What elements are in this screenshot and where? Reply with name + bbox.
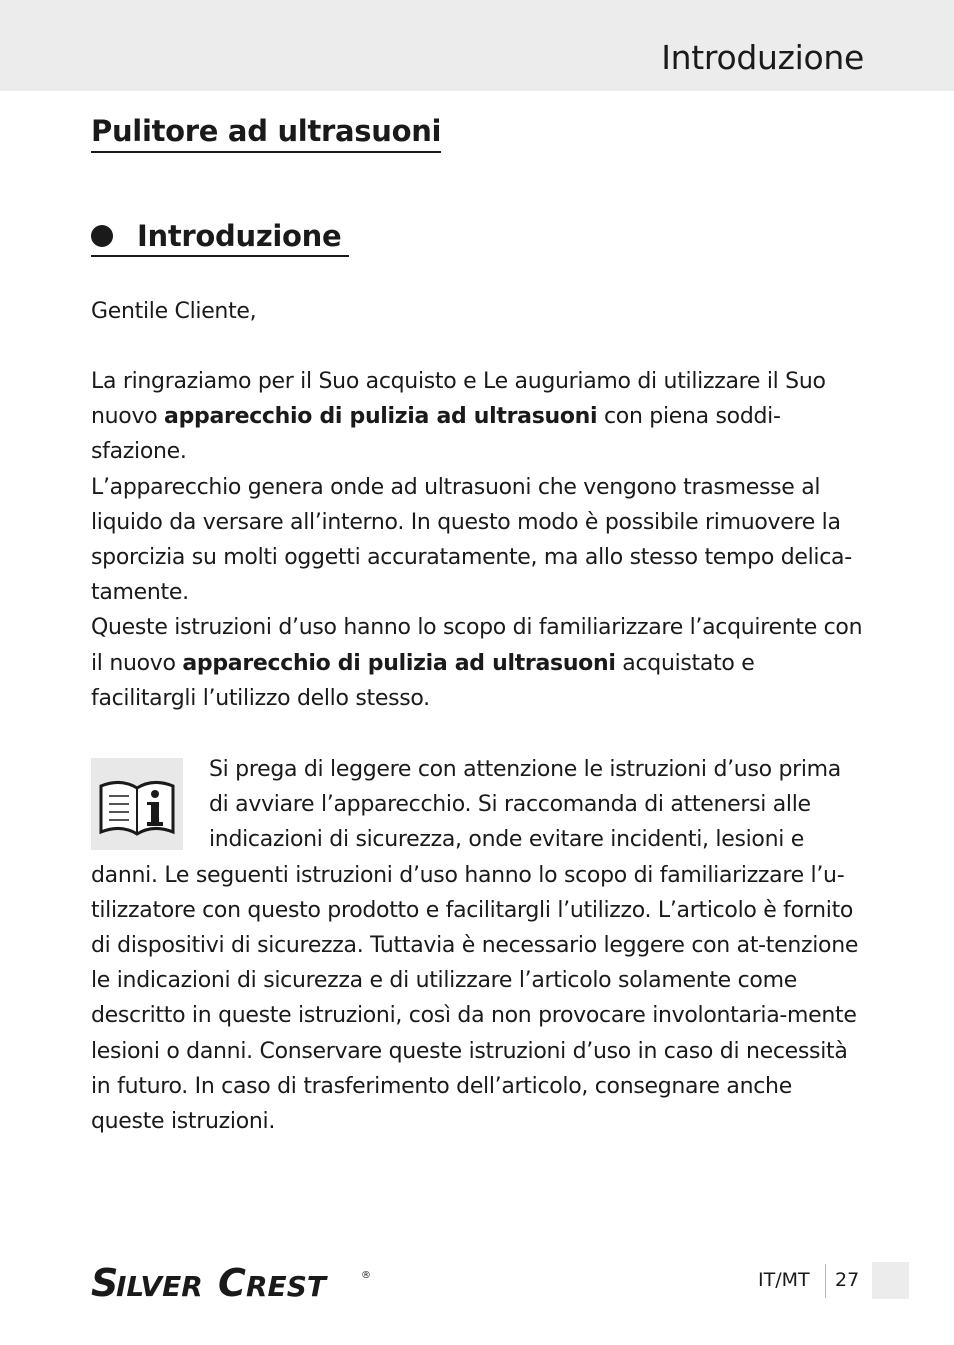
svg-text:®: ® bbox=[361, 1270, 371, 1281]
intro-p3-text: Queste istruzioni d’uso hanno lo scopo di familiarizzare l’acquirente con il nuovo bbox=[91, 615, 863, 676]
silvercrest-logo bbox=[91, 1262, 381, 1308]
intro-paragraph-2: L’apparecchio genera onde ad ultrasuoni che vengono trasmesse al liquido da versare all’interno. In questo modo è possibile rimuovere la sporcizia su molti oggetti accuratamente, ma allo stesso tempo delica-tamente. bbox=[91, 474, 852, 606]
svg-text:REST: REST bbox=[246, 1270, 326, 1303]
page-title: Pulitore ad ultrasuoni bbox=[91, 114, 441, 153]
svg-text:S: S bbox=[91, 1262, 119, 1304]
svg-text:C: C bbox=[218, 1262, 246, 1304]
page-number: 27 bbox=[835, 1269, 860, 1291]
info-book-icon bbox=[91, 758, 183, 850]
section-heading bbox=[91, 219, 349, 257]
intro-p1-text: La ringraziamo per il Suo acquisto e Le auguriamo di utilizzare il Suo nuovo bbox=[91, 369, 826, 430]
bullet-icon bbox=[91, 225, 113, 247]
greeting: Gentile Cliente, bbox=[91, 299, 257, 324]
info-note-text: Si prega di leggere con attenzione le istruzioni d’uso prima di avviare l’apparecchio. Si raccomanda di attenersi alle indicazioni di sicurezza, onde evitare incidenti, lesioni e danni. Le seguenti istruzioni d’uso hanno lo scopo di familiarizzare l’u-tilizzatore con questo prodotto e facilitargli l’utilizzo. L’articolo è fornito di dispositivi di sicurezza. Tuttavia è necessario leggere con at-tenzione le indicazioni di sicurezza e di utilizzare l’articolo solamente come descritto in queste istruzioni, così da non provocare involontaria-mente lesioni o danni. Conservare queste istruzioni d’uso in caso di necessità in futuro. In caso di trasferimento dell’articolo, consegnare anche queste istruzioni. bbox=[91, 757, 859, 1135]
page-header-title: Introduzione bbox=[661, 38, 864, 77]
footer-tab-marker bbox=[872, 1262, 909, 1299]
info-note-section bbox=[91, 752, 866, 1139]
intro-p3-text-end: acquistato e facilitargli l’utilizzo dello stesso. bbox=[91, 650, 755, 711]
intro-paragraph-3 bbox=[91, 610, 866, 716]
section-title: Introduzione bbox=[137, 219, 342, 253]
svg-text:ILVER: ILVER bbox=[116, 1270, 203, 1303]
footer-divider bbox=[825, 1264, 826, 1298]
intro-p1-text-end: con piena soddi-sfazione. bbox=[91, 404, 781, 465]
product-name-bold: apparecchio di pulizia ad ultrasuoni bbox=[164, 404, 598, 430]
product-name-bold-2: apparecchio di pulizia ad ultrasuoni bbox=[182, 650, 616, 676]
footer-language: IT/MT bbox=[758, 1269, 810, 1291]
intro-text bbox=[91, 364, 866, 716]
intro-paragraph-1 bbox=[91, 364, 866, 470]
